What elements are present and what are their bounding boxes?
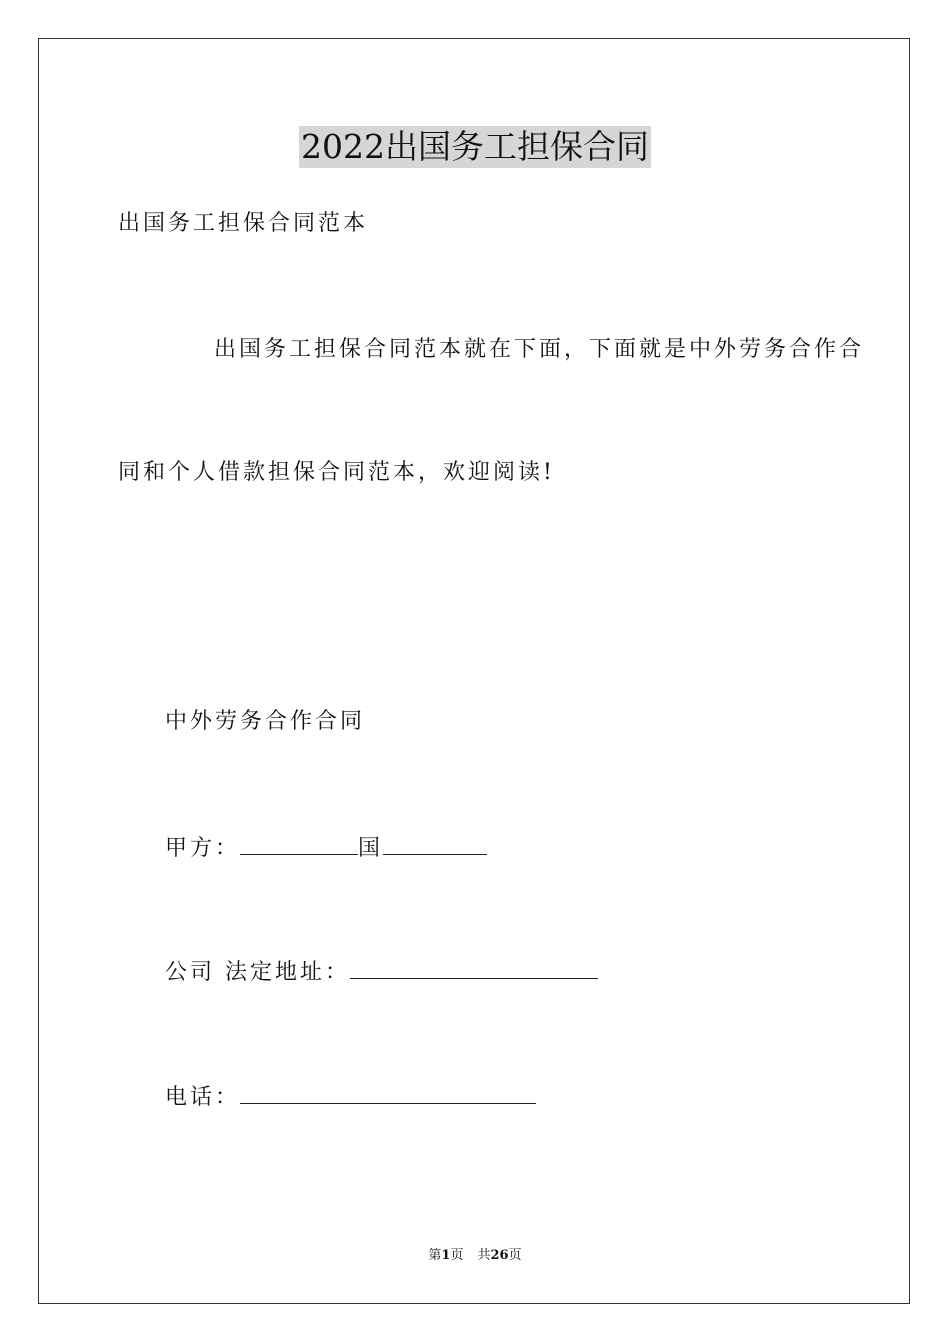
document-title: 2022出国务工担保合同 [301, 127, 649, 166]
page-suffix: 页 [450, 1248, 464, 1263]
total-prefix: 共 [477, 1248, 491, 1263]
party-a-blank-2 [383, 832, 487, 855]
page-footer [0, 1247, 950, 1265]
phone-label: 电话： [165, 1085, 241, 1110]
document-subtitle: 出国务工担保合同范本 [118, 211, 369, 236]
total-suffix: 页 [508, 1248, 522, 1263]
party-a-blank-1 [240, 832, 358, 855]
page-prefix: 第 [428, 1248, 442, 1263]
phone-line [165, 1081, 536, 1113]
phone-blank [240, 1081, 536, 1104]
company-address-line [165, 956, 598, 988]
intro-paragraph-line-1: 出国务工担保合同范本就在下面，下面就是中外劳务合作合 [214, 337, 865, 362]
total-page-number: 26 [490, 1248, 509, 1263]
intro-paragraph-line-2: 同和个人借款担保合同范本，欢迎阅读! [118, 460, 555, 485]
party-a-country-label: 国 [358, 836, 384, 861]
contract-heading: 中外劳务合作合同 [165, 709, 366, 734]
title-container [0, 126, 950, 168]
company-address-blank [350, 956, 598, 979]
party-a-line [165, 832, 487, 864]
party-a-label: 甲方： [165, 836, 241, 861]
company-address-label: 公司 法定地址： [165, 960, 350, 985]
current-page-number: 1 [441, 1248, 451, 1263]
